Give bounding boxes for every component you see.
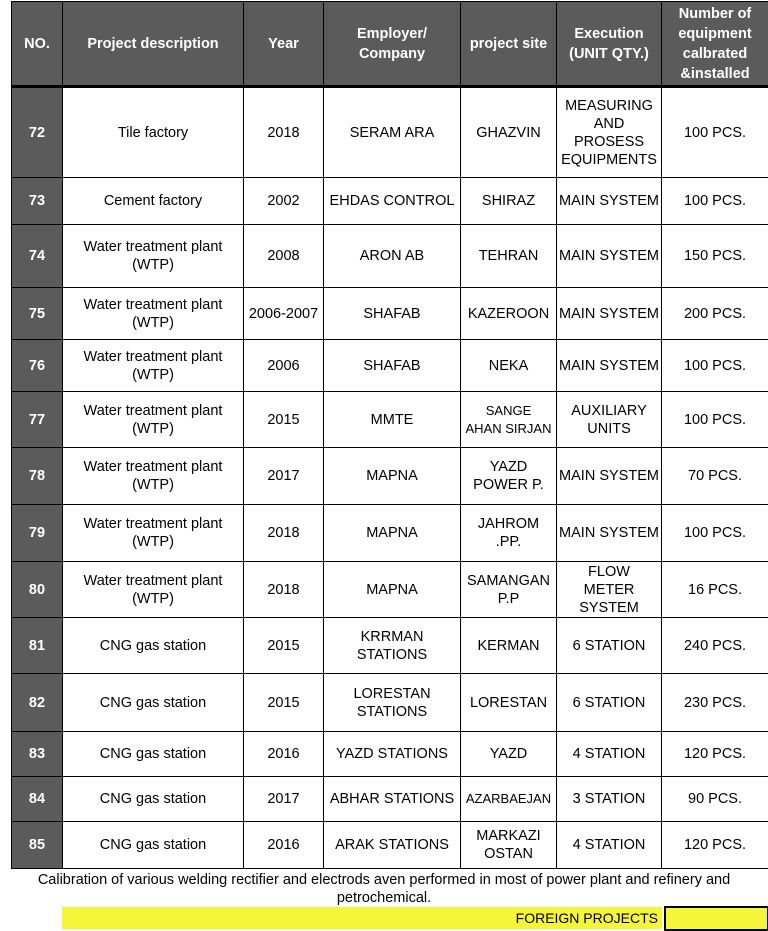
employer-company — [324, 448, 461, 505]
execution-unit-qty — [557, 288, 662, 340]
project-year: 2018 — [244, 505, 324, 562]
project-site — [461, 225, 557, 288]
employer-company — [324, 822, 461, 869]
project-year: 2002 — [244, 178, 324, 225]
col-header-equipment-count — [662, 2, 768, 87]
col-header-execution — [557, 2, 662, 87]
project-year: 2008 — [244, 225, 324, 288]
employer-company — [324, 562, 461, 618]
footnote-line: Calibration of various welding rectifier and electrods aven performed in most of power plant and refinery and — [37, 872, 731, 888]
execution-unit-qty — [557, 562, 662, 618]
row-number: 78 — [12, 448, 63, 505]
project-site — [461, 87, 557, 178]
table-row — [12, 178, 768, 225]
project-year: 2006 — [244, 340, 324, 392]
col-header-employer — [324, 2, 461, 87]
table-row — [12, 448, 768, 505]
table-row — [12, 618, 768, 674]
row-number: 85 — [12, 822, 63, 869]
employer-line: SERAM ARA — [349, 124, 435, 141]
project-description — [63, 225, 244, 288]
table-row — [12, 822, 768, 869]
employer-line: KRRMAN — [360, 628, 424, 645]
equipment-count: 120 PCS. — [662, 822, 768, 869]
col-header-execution-line: (UNIT QTY.) — [569, 45, 649, 62]
execution-line: MAIN SYSTEM — [559, 525, 659, 541]
equipment-count: 100 PCS. — [662, 340, 768, 392]
project-description — [63, 505, 244, 562]
row-number: 82 — [12, 674, 63, 732]
execution-line: MAIN SYSTEM — [559, 248, 659, 264]
equipment-count: 230 PCS. — [662, 674, 768, 732]
project-description-line: CNG gas station — [99, 694, 207, 711]
project-site-line: AHAN SIRJAN — [465, 420, 552, 436]
row-number: 84 — [12, 777, 63, 822]
table-row — [12, 340, 768, 392]
project-description — [63, 87, 244, 178]
project-site — [461, 288, 557, 340]
execution-line: 6 STATION — [572, 694, 646, 711]
employer-company — [324, 392, 461, 448]
project-site-line: JAHROM — [477, 516, 540, 532]
project-site — [461, 618, 557, 674]
project-description — [63, 178, 244, 225]
execution-line: METER — [583, 581, 635, 598]
table-row — [12, 674, 768, 732]
employer-company — [324, 732, 461, 777]
project-site — [461, 822, 557, 869]
equipment-count: 100 PCS. — [662, 392, 768, 448]
project-description-line: Cement factory — [103, 193, 203, 209]
execution-line: FLOW — [588, 563, 630, 580]
project-description — [63, 618, 244, 674]
equipment-count: 120 PCS. — [662, 732, 768, 777]
execution-unit-qty — [557, 732, 662, 777]
execution-unit-qty — [557, 340, 662, 392]
project-description-line: (WTP) — [132, 257, 174, 273]
project-description-line: (WTP) — [132, 477, 174, 493]
execution-line: MAIN SYSTEM — [559, 468, 659, 484]
project-description-line: Water treatment plant — [83, 296, 223, 313]
employer-line: MAPNA — [366, 468, 418, 484]
execution-line: MEASURING — [565, 97, 653, 114]
project-site-line: GHAZVIN — [476, 124, 541, 141]
row-number: 81 — [12, 618, 63, 674]
employer-line: STATIONS — [356, 703, 428, 720]
project-description — [63, 732, 244, 777]
execution-unit-qty — [557, 225, 662, 288]
project-description — [63, 448, 244, 505]
execution-line: AND — [593, 115, 625, 132]
project-description-line: Water treatment plant — [83, 348, 223, 365]
project-description — [63, 392, 244, 448]
equipment-count: 240 PCS. — [662, 618, 768, 674]
row-number: 83 — [12, 732, 63, 777]
execution-unit-qty — [557, 777, 662, 822]
project-site-line: LORESTAN — [469, 694, 548, 711]
equipment-count: 100 PCS. — [662, 87, 768, 178]
foreign-projects-box — [664, 906, 768, 931]
execution-line: MAIN SYSTEM — [559, 305, 659, 322]
table-header-row — [12, 2, 768, 87]
equipment-count: 200 PCS. — [662, 288, 768, 340]
project-description-line: Water treatment plant — [83, 239, 223, 255]
execution-line: EQUIPMENTS — [561, 151, 657, 168]
equipment-count: 90 PCS. — [662, 777, 768, 822]
execution-line: 6 STATION — [572, 637, 646, 654]
employer-line: ABHAR STATIONS — [329, 791, 455, 807]
projects-table — [11, 1, 768, 869]
project-description — [63, 674, 244, 732]
employer-company — [324, 505, 461, 562]
project-description-line: (WTP) — [132, 420, 174, 437]
project-description — [63, 562, 244, 618]
execution-unit-qty — [557, 674, 662, 732]
project-site — [461, 562, 557, 618]
project-site-line: POWER P. — [473, 477, 544, 493]
execution-unit-qty — [557, 178, 662, 225]
project-description-line: Water treatment plant — [83, 572, 223, 589]
project-description-line: CNG gas station — [99, 837, 207, 853]
table-row — [12, 732, 768, 777]
project-site-line: KERMAN — [477, 637, 540, 654]
table-row — [12, 288, 768, 340]
col-header-year: Year — [244, 2, 324, 87]
employer-line: SHAFAB — [363, 357, 421, 374]
project-site — [461, 392, 557, 448]
footnote — [0, 871, 768, 907]
employer-company — [324, 87, 461, 178]
project-site — [461, 505, 557, 562]
project-year: 2006-2007 — [244, 288, 324, 340]
project-description-line: (WTP) — [132, 590, 174, 607]
execution-unit-qty — [557, 392, 662, 448]
project-site — [461, 178, 557, 225]
employer-line: STATIONS — [356, 646, 428, 663]
employer-line: MAPNA — [366, 525, 418, 541]
employer-company — [324, 340, 461, 392]
execution-unit-qty — [557, 448, 662, 505]
project-description — [63, 340, 244, 392]
footnote-line: petrochemical. — [336, 890, 432, 906]
project-description — [63, 288, 244, 340]
project-site — [461, 448, 557, 505]
col-header-count-line: equipment — [678, 25, 752, 42]
col-header-execution-line: Execution — [574, 25, 644, 42]
project-year: 2015 — [244, 618, 324, 674]
execution-unit-qty — [557, 822, 662, 869]
execution-line: 4 STATION — [572, 746, 646, 762]
project-year: 2016 — [244, 822, 324, 869]
project-description-line: (WTP) — [132, 314, 174, 331]
col-header-employer-line: Company — [358, 45, 426, 62]
foreign-projects-bar — [62, 907, 662, 929]
employer-company — [324, 777, 461, 822]
project-description-line: CNG gas station — [99, 791, 207, 807]
project-description-line: Water treatment plant — [83, 402, 223, 419]
equipment-count: 70 PCS. — [662, 448, 768, 505]
employer-company — [324, 618, 461, 674]
equipment-count: 100 PCS. — [662, 178, 768, 225]
employer-company — [324, 674, 461, 732]
project-year: 2016 — [244, 732, 324, 777]
project-site-line: YAZD — [489, 459, 528, 475]
employer-line: SHAFAB — [363, 305, 421, 322]
execution-line: MAIN SYSTEM — [559, 357, 659, 374]
col-header-description: Project description — [63, 2, 244, 87]
project-description-line: Water treatment plant — [83, 459, 223, 475]
project-site-line: .PP. — [495, 534, 522, 550]
employer-line: ARAK STATIONS — [335, 837, 449, 853]
project-year: 2015 — [244, 674, 324, 732]
table-body — [12, 87, 768, 869]
project-year: 2018 — [244, 562, 324, 618]
row-number: 76 — [12, 340, 63, 392]
project-site-line: SANGE — [485, 402, 532, 418]
project-site-line: AZARBAEJAN — [465, 791, 552, 806]
row-number: 79 — [12, 505, 63, 562]
execution-line: 4 STATION — [572, 837, 646, 853]
project-site-line: MARKAZI — [476, 828, 541, 844]
row-number: 80 — [12, 562, 63, 618]
col-header-count-line: &installed — [680, 65, 750, 82]
project-description-line: Water treatment plant — [83, 516, 223, 532]
employer-line: YAZD STATIONS — [336, 746, 448, 762]
employer-line: LORESTAN — [353, 685, 431, 702]
employer-line: MMTE — [370, 411, 414, 428]
project-site-line: TEHRAN — [478, 248, 539, 264]
project-site — [461, 732, 557, 777]
project-site-line: P.P — [497, 590, 520, 607]
project-year: 2018 — [244, 87, 324, 178]
project-site — [461, 340, 557, 392]
col-header-employer-line: Employer/ — [356, 25, 428, 42]
employer-line: MAPNA — [366, 581, 418, 598]
col-header-count-line: Number of — [678, 5, 752, 22]
execution-line: MAIN SYSTEM — [559, 193, 659, 209]
execution-line: 3 STATION — [572, 791, 646, 807]
employer-company — [324, 288, 461, 340]
row-number: 73 — [12, 178, 63, 225]
project-site-line: OSTAN — [484, 846, 533, 862]
project-site-line: KAZEROON — [467, 305, 550, 322]
equipment-count: 150 PCS. — [662, 225, 768, 288]
project-year: 2017 — [244, 448, 324, 505]
execution-line: UNITS — [587, 420, 631, 437]
employer-company — [324, 225, 461, 288]
project-site-line: YAZD — [489, 746, 528, 762]
execution-line: AUXILIARY — [571, 402, 647, 419]
project-site-line: SAMANGAN — [467, 572, 550, 589]
execution-line: SYSTEM — [579, 599, 639, 616]
equipment-count: 100 PCS. — [662, 505, 768, 562]
row-number: 72 — [12, 87, 63, 178]
project-description-line: CNG gas station — [99, 746, 207, 762]
foreign-projects-label: FOREIGN PROJECTS — [515, 910, 658, 926]
execution-unit-qty — [557, 87, 662, 178]
project-year: 2015 — [244, 392, 324, 448]
equipment-count: 16 PCS. — [662, 562, 768, 618]
table-row — [12, 562, 768, 618]
project-site — [461, 777, 557, 822]
execution-line: PROSESS — [573, 133, 645, 150]
employer-company — [324, 178, 461, 225]
employer-line: EHDAS CONTROL — [329, 193, 455, 209]
table-row — [12, 87, 768, 178]
table-row — [12, 505, 768, 562]
project-description-line: CNG gas station — [99, 637, 207, 654]
project-site-line: SHIRAZ — [481, 193, 536, 209]
row-number: 75 — [12, 288, 63, 340]
col-header-no: NO. — [12, 2, 63, 87]
project-description-line: (WTP) — [132, 366, 174, 383]
project-year: 2017 — [244, 777, 324, 822]
project-description — [63, 822, 244, 869]
table-row — [12, 225, 768, 288]
project-site — [461, 674, 557, 732]
project-description-line: Tile factory — [117, 124, 189, 141]
project-description-line: (WTP) — [132, 534, 174, 550]
table-row — [12, 777, 768, 822]
col-header-count-line: calbrated — [682, 45, 748, 62]
project-description — [63, 777, 244, 822]
execution-unit-qty — [557, 505, 662, 562]
execution-unit-qty — [557, 618, 662, 674]
table-row — [12, 392, 768, 448]
row-number: 74 — [12, 225, 63, 288]
col-header-site: project site — [461, 2, 557, 87]
project-site-line: NEKA — [488, 357, 529, 374]
row-number: 77 — [12, 392, 63, 448]
employer-line: ARON AB — [359, 248, 425, 264]
